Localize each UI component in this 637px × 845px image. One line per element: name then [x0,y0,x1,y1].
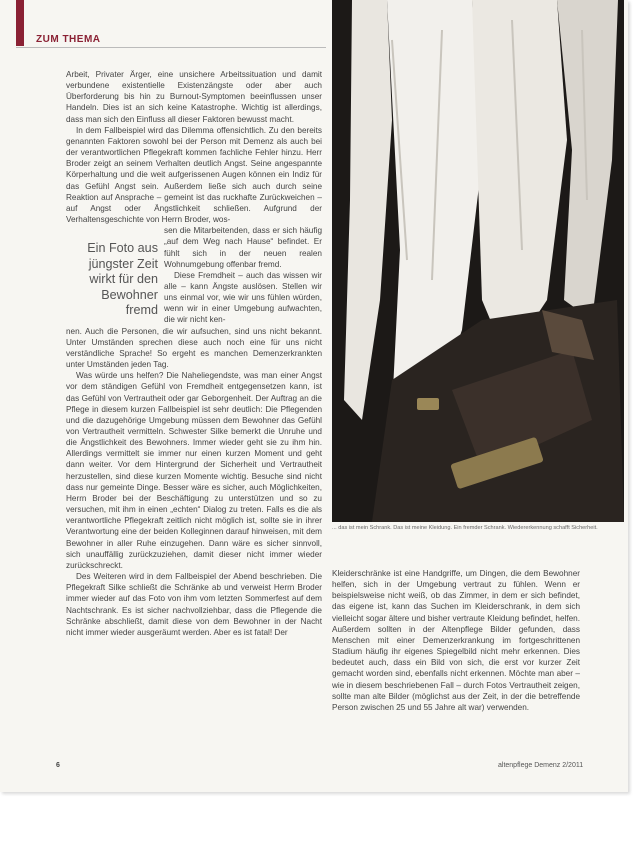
wrapped-text [164,225,322,325]
page-number: 6 [56,762,60,769]
paragraph: Was würde uns helfen? Die Naheliegendste, was man einer Angst vor dem ständigen Gefühl von Fremdheit entgegensetzen kann, ist das Gefühl von Vertrautheit oder gar Geborgenheit. Der Auftrag an die Pflege in diesem kurzen Fallbeispiel ist sehr deutlich: Die Pflegenden und die dazugehörige Umgebung müssen dem Bewohner das Gefühl von Vertrautheit vermitteln. Schwester Silke bemerkt die Unruhe und die Ängstlichkeit des Bewohners. Immer wieder geht sie zu ihm hin. Allerdings vermittelt sie immer nur einen kurzen Moment und geht dann weiter. Vor dem Hintergrund der Sicherheit und Vertrautheit herzustellen, sind diese kurzen Momente wichtig. Besuche sind nicht dass nur gemeinte Dinge. Besser wäre es sicher, auch Möglichkeiten, Herrn Broder bei der Beschäftigung zu unterstützen und so zu versuchen, mit ihm in einen „echten“ Dialog zu treten. Falls es die als verantwortliche Pflegekraft zeitlich nicht möglich ist, sollte sie in ihrer Verantwortung eine der beiden Kolleginnen darauf hinweisen, mit dem Bewohner in aller Ruhe einzugehen. Dann wäre es sicher sinnvoll, sich unauffällig zurückzuziehen, damit dieser nicht immer wieder zurückschreckt. [66,371,322,570]
section-label: ZUM THEMA [36,34,101,45]
photo-caption: ... das ist mein Schrank. Das ist meine Kleidung. Ein fremder Schrank. Wiedererkennung schafft Sicherheit. [332,525,598,531]
left-column [66,69,322,638]
magazine-name: altenpflege Demenz 2/2011 [498,762,584,769]
wardrobe-photo [332,0,624,522]
section-accent-bar [16,0,24,46]
paragraph: Arbeit, Privater Ärger, eine unsichere Arbeitssituation und damit verbundene existentielle Existenzängste oder aber auch Überforderung bis hin zu Burnout-Symptomen beeinflussen unser Handeln. Dies ist an sich keine Katastrophe. Wichtig ist allerdings, dass man sich den Einfluss all dieser Faktoren bewusst macht. [66,70,322,124]
header-rule [16,47,326,48]
pullquote: Ein Foto aus jüngster Zeit wirkt für den Bewohner fremd [87,241,158,318]
buckle [417,398,439,410]
paragraph: sen die Mitarbeitenden, dass er sich häufig „auf dem Weg nach Hause“ befindet. Er fühlt sich in der neuen realen Wohnumgebung offenbar fremd. [164,226,322,269]
paragraph: Des Weiteren wird in dem Fallbeispiel der Abend beschrieben. Die Pflegekraft Silke schließt die Schränke ab und verweist Herrn Broder immer wieder auf das Foto von ihm vom letzten Sommerfest auf dem Nachtschrank. Es ist sicher nachvollziehbar, dass die Pflegende die Schränke abschließt, damit diese von dem Bewohner in der Nacht nicht immer wieder ausgeräumt werden. Aber es ist fatal! Der [66,572,322,637]
photo-illustration [332,0,624,522]
paragraph: Diese Fremdheit – auch das wissen wir alle – kann Ängste auslösen. Stellen wir uns einmal vor, wie wir uns fühlen würden, wenn wir in einer Umgebung aufwachten, die wir nicht ken- [164,270,322,325]
paragraph: Kleiderschränke ist eine Handgriffe, um Dingen, die dem Bewohner helfen, sich in der Umgebung vertraut zu fühlen. Wenn er beispielsweise nicht weiß, ob das Zimmer, in dem er sich befindet, das eigene ist, kann das Suchen im Kleiderschrank, in dem sich vielleicht sogar ältere und bisher vertraute Kleidung befindet, helfen. Außerdem sollten in der Altenpflege Bilder gefunden, dass Menschen mit einer Demenzerkrankung im fortgeschrittenen Stadium häufig ihr eigenes Spiegelbild nicht mehr erkennen. Dies bedeutet auch, dass ein Bild von sich, die erst vor kurzer Zeit gemacht worden sind, ebenfalls nicht erkennen. Möchte man aber – wie in diesem beschriebenen Fall – durch Fotos Vertrautheit zeigen, sollte man alte Bilder (möglichst aus der Zeit, in der die betreffende Person zwischen 25 und 55 Jahre alt war) verwenden. [332,569,580,712]
pullquote-wrap [66,225,322,325]
paragraph: In dem Fallbeispiel wird das Dilemma offensichtlich. Zu den bereits genannten Faktoren sowohl bei der Person mit Demenz als auch bei der verantwortlichen Pflegekraft kommen fachliche Fehler hinzu. Herr Broder zeigt an seinem Verhalten deutlich Angst. Seine angespannte Körperhaltung und die weit aufgerissenen Augen können ein Indiz für das Gefühl Angst sein. Außerdem ließe sich auch durch seine Reaktion auf Ansprache – gemeint ist das ruckhafte Zurückweichen – auf Angst oder Ängstlichkeit schließen. Aufgrund der Verhaltensgeschichte von Herrn Broder, wos- [66,125,322,225]
right-column [332,568,580,713]
paragraph: nen. Auch die Personen, die wir aufsuchen, sind uns nicht bekannt. Unter Umständen sprechen diese auch noch eine für uns nicht verständliche Sprache! So ergeht es manchen Demenzerkrankten unter Umständen jeden Tag. [66,326,322,370]
